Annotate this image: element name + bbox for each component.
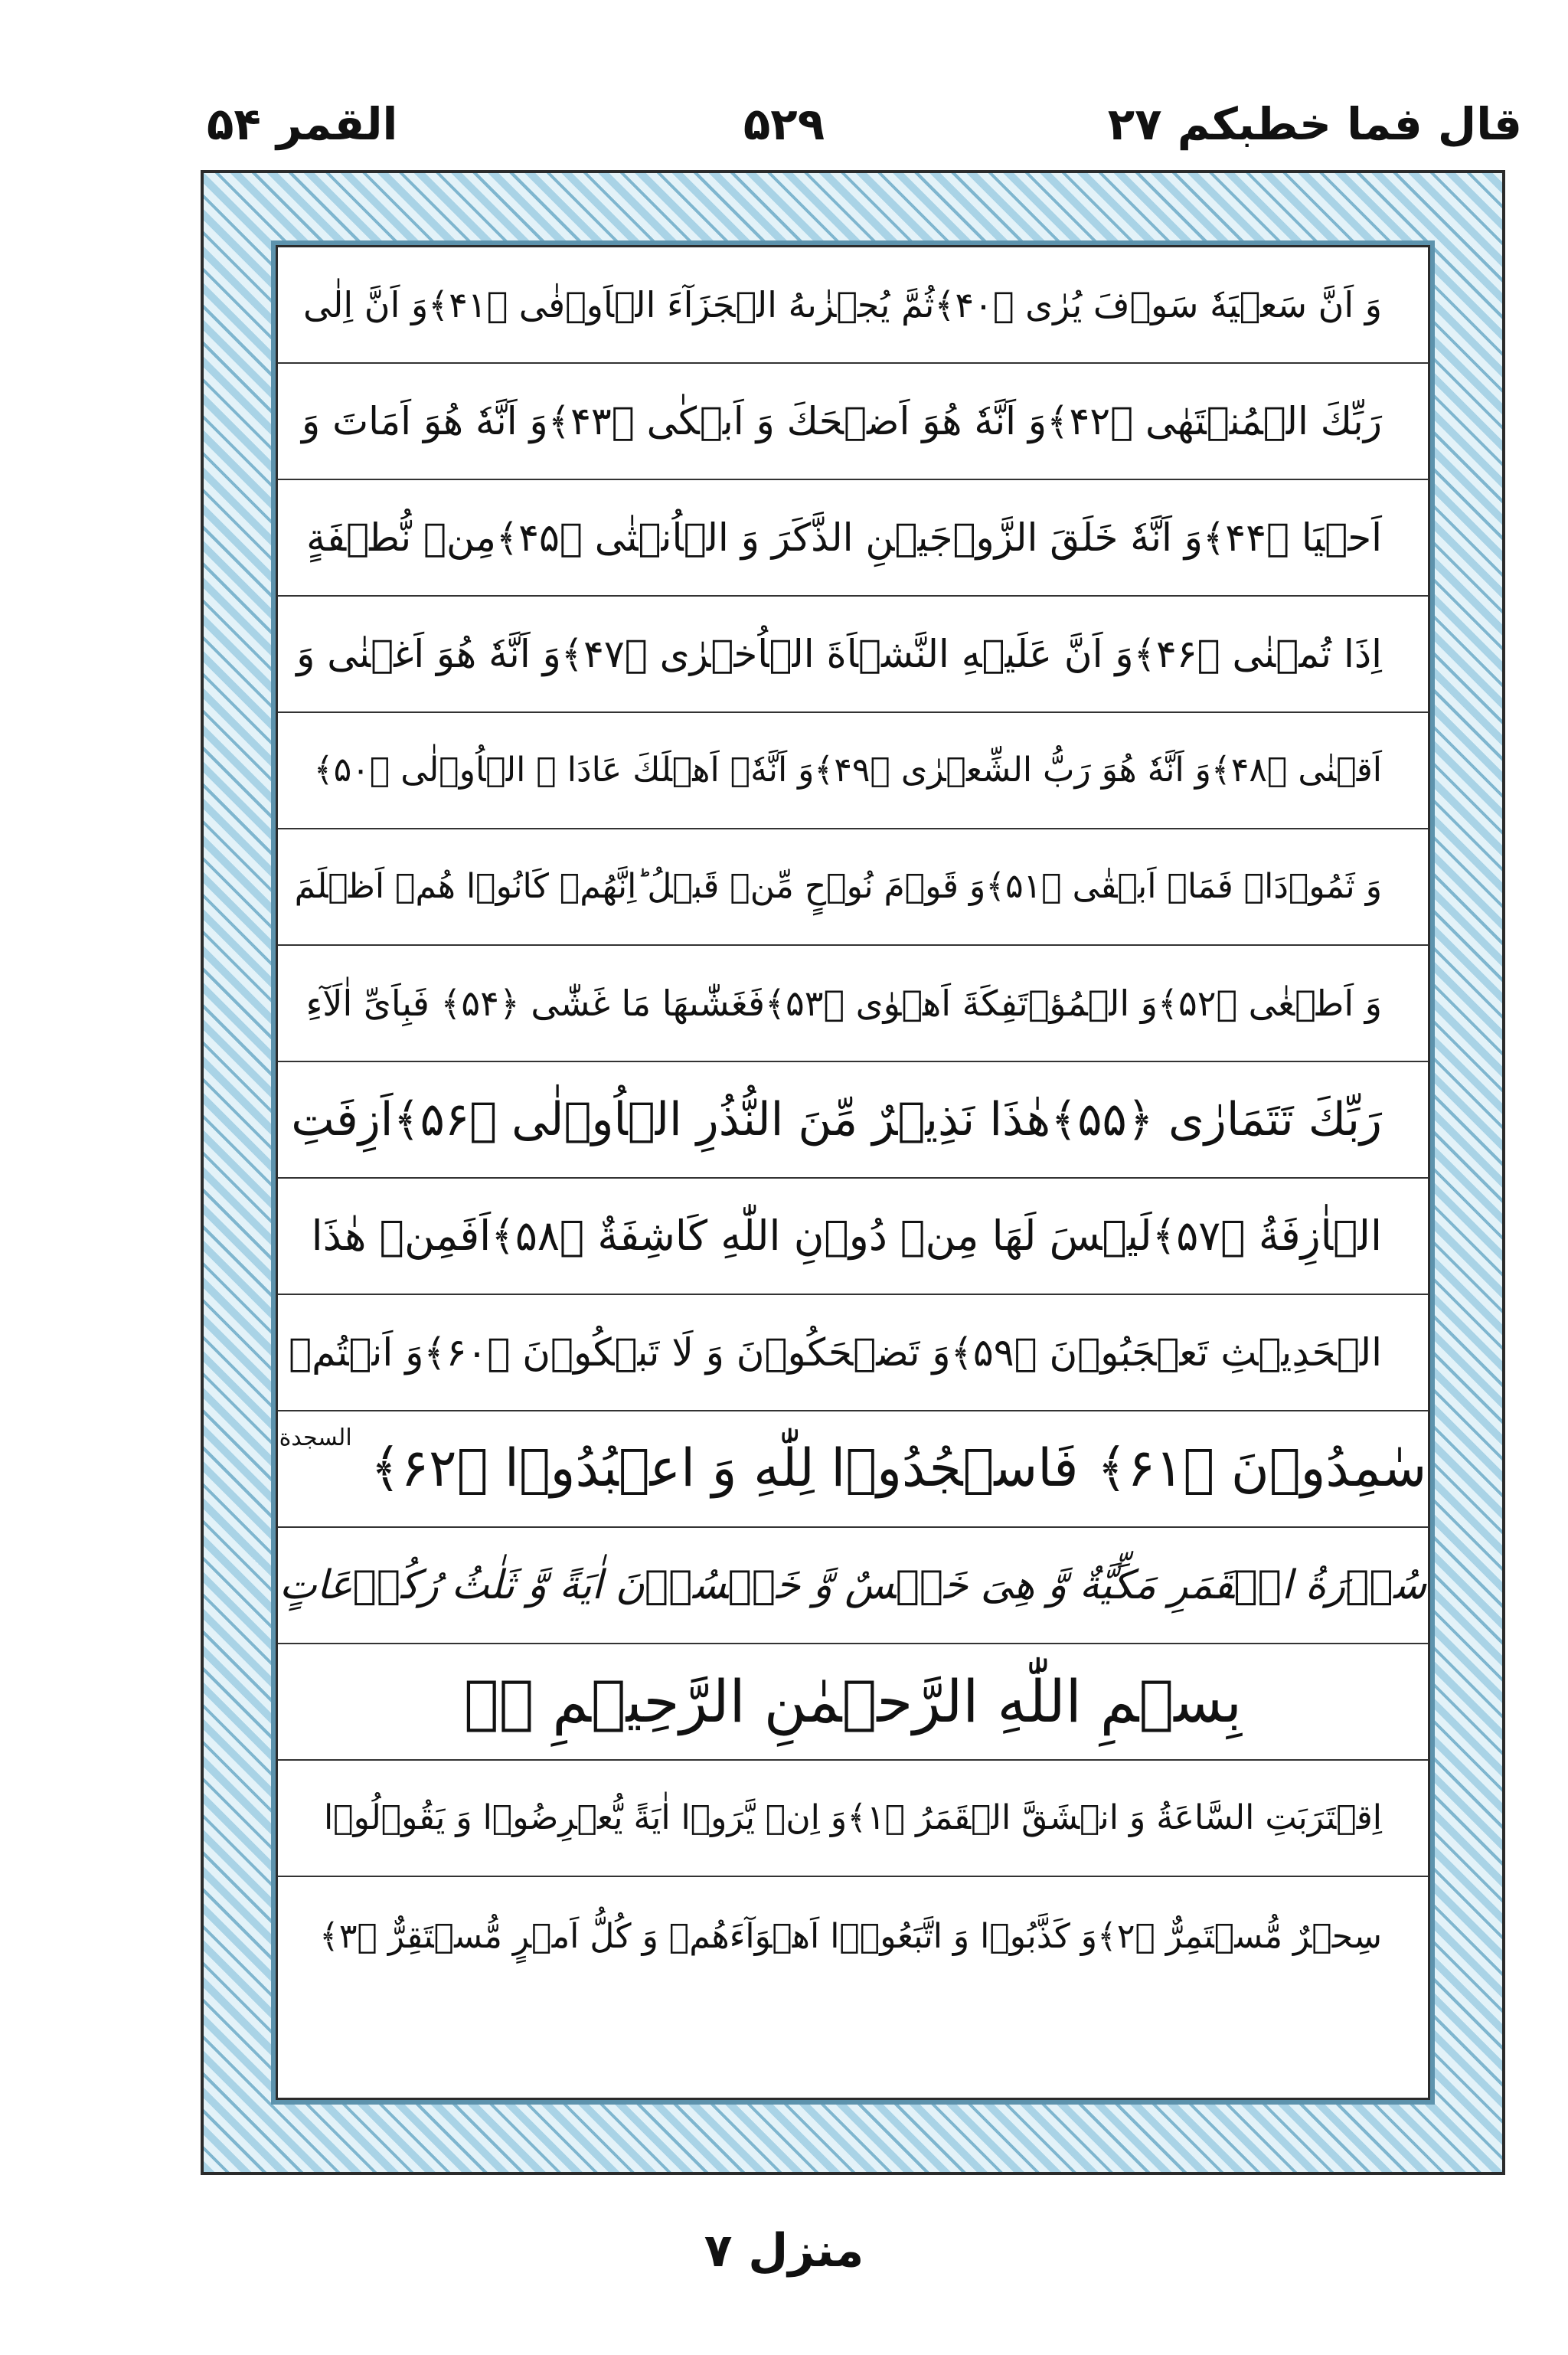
line-segment: وَ كَذَّبُوۡا وَ اتَّبَعُوۡۤا اَهۡوَآءَهُمۡ وَ كُلُّ اَمۡرٍ مُّسۡتَقِرٌّ ﴿۳﴾ xyxy=(319,1916,1098,1956)
text-line xyxy=(278,364,1428,480)
line-segment: سٰمِدُوۡنَ ﴿۶۱﴾ xyxy=(1096,1438,1427,1499)
text-line xyxy=(278,1179,1428,1295)
line-segment: الۡحَدِیۡثِ تَعۡجَبُوۡنَ ﴿۵۹﴾ xyxy=(950,1330,1382,1375)
line-segment: اِنَّهُمۡ كَانُوۡا هُمۡ اَظۡلَمَ xyxy=(294,867,637,906)
line-segment: سِحۡرٌ مُّسۡتَمِرٌّ ﴿۲﴾ xyxy=(1097,1916,1382,1956)
surah-title-text: سُوۡرَةُ الۡقَمَرِ مَكِّیَّةٌ وَّ هِیَ خَمۡسٌ وَّ خَمۡسُوۡنَ اٰیَةً وَّ ثَلٰثُ رُكُوۡعَاتٍ xyxy=(279,1562,1427,1608)
line-segment: اَحۡیَا ﴿۴۴﴾ xyxy=(1202,515,1382,560)
line-segment: اَزِفَتِ xyxy=(291,1093,394,1146)
line-segment: وَ قَوۡمَ نُوۡحٍ مِّنۡ قَبۡلُ ؕ xyxy=(636,867,986,906)
text-line xyxy=(278,247,1428,364)
line-segment: هٰذَا نَذِیۡرٌ مِّنَ النُّذُرِ الۡاُوۡلٰی ﴿۵۶﴾ xyxy=(393,1093,1051,1146)
line-segment: وَ اَنَّهٗ هُوَ اَغۡنٰی وَ xyxy=(296,632,561,676)
juz-label: قال فما خطبکم ۲۷ xyxy=(1107,98,1522,150)
line-segment: وَ تَضۡحَكُوۡنَ وَ لَا تَبۡكُوۡنَ ﴿۶۰﴾ xyxy=(423,1330,951,1375)
line-segment: اِذَا تُمۡنٰی ﴿۴۶﴾ xyxy=(1133,632,1382,676)
line-segment: وَ اَنَّ سَعۡیَهٗ سَوۡفَ یُرٰی ﴿۴۰﴾ xyxy=(934,284,1382,325)
text-line xyxy=(278,1062,1428,1179)
line-segment: وَ اَنَّهٗۤ اَهۡلَكَ عَادَا ۨ الۡاُوۡلٰی ﴿۵۰﴾ xyxy=(313,751,815,790)
line-segment: اَقۡنٰی ﴿۴۸﴾ xyxy=(1210,751,1382,790)
line-segment: فَاسۡجُدُوۡا لِلّٰهِ وَ اعۡبُدُوۡا ﴿۶۲﴾ xyxy=(370,1438,1079,1499)
line-segment: اَفَمِنۡ هٰذَا xyxy=(311,1212,492,1260)
text-panel xyxy=(276,245,1430,2100)
line-segment: وَ اَنَّهٗ هُوَ رَبُّ الشِّعۡرٰی ﴿۴۹﴾ xyxy=(814,751,1211,790)
text-line xyxy=(278,1411,1428,1528)
line-segment: وَ اَطۡغٰی ﴿۵۲﴾ xyxy=(1158,983,1382,1024)
line-segment: ثُمَّ یُجۡزٰىهُ الۡجَزَآءَ الۡاَوۡفٰی ﴿۴۱﴾ xyxy=(428,284,935,325)
line-segment: اِقۡتَرَبَتِ السَّاعَةُ وَ انۡشَقَّ الۡقَمَرُ ﴿۱﴾ xyxy=(847,1798,1382,1837)
line-segment: وَ اِنۡ یَّرَوۡا اٰیَةً یُّعۡرِضُوۡا وَ یَقُوۡلُوۡا xyxy=(324,1798,848,1837)
bismillah-text: بِسۡمِ اللّٰهِ الرَّحۡمٰنِ الرَّحِیۡمِ ﴿﴾ xyxy=(463,1667,1243,1735)
sajdah-mark: السجدة xyxy=(279,1424,352,1451)
line-segment: وَ اَنَّهٗ هُوَ اَمَاتَ وَ xyxy=(302,399,548,443)
text-line xyxy=(278,829,1428,946)
line-segment: مِنۡ نُّطۡفَةٍ xyxy=(306,515,496,560)
line-segment: الۡاٰزِفَةُ ﴿۵۷﴾ xyxy=(1152,1212,1382,1260)
text-line xyxy=(278,480,1428,597)
manzil-footer: منزل ۷ xyxy=(704,2224,864,2278)
line-segment: لَیۡسَ لَهَا مِنۡ دُوۡنِ اللّٰهِ كَاشِفَةٌ ﴿۵۸﴾ xyxy=(491,1212,1152,1260)
line-segment: رَبِّكَ الۡمُنۡتَهٰی ﴿۴۲﴾ xyxy=(1047,399,1382,443)
page-number: ۵۲۹ xyxy=(743,98,825,150)
decorative-border xyxy=(201,170,1505,2175)
line-segment: وَ الۡمُؤۡتَفِكَةَ اَهۡوٰی ﴿۵۳﴾ xyxy=(765,983,1158,1024)
text-line xyxy=(278,597,1428,713)
text-line xyxy=(278,1295,1428,1411)
bismillah xyxy=(278,1644,1428,1761)
line-segment: وَ اَنَّ اِلٰی xyxy=(303,284,429,325)
text-line xyxy=(278,1761,1428,1877)
surah-title xyxy=(278,1528,1428,1644)
text-line xyxy=(278,713,1428,829)
text-line xyxy=(278,946,1428,1062)
line-segment: وَ اَنۡتُمۡ xyxy=(289,1330,424,1375)
line-segment: وَ اَنَّهٗ هُوَ اَضۡحَكَ وَ اَبۡكٰی ﴿۴۳﴾ xyxy=(547,399,1047,443)
line-segment: رَبِّكَ تَتَمَارٰی ﴿۵۵﴾ xyxy=(1050,1093,1382,1146)
line-segment: وَ اَنَّ عَلَیۡهِ النَّشۡاَةَ الۡاُخۡرٰی ﴿۴۷﴾ xyxy=(560,632,1134,676)
line-segment: فَغَشّٰىهَا مَا غَشّٰی ﴿۵۴﴾ فَبِاَیِّ اٰلَآءِ xyxy=(305,983,766,1024)
surah-label: القمر ۵۴ xyxy=(207,98,398,150)
line-segment: وَ اَنَّهٗ خَلَقَ الزَّوۡجَیۡنِ الذَّكَرَ وَ الۡاُنۡثٰی ﴿۴۵﴾ xyxy=(495,515,1203,560)
text-line xyxy=(278,1877,1428,1996)
line-segment: وَ ثَمُوۡدَاۡ فَمَاۤ اَبۡقٰی ﴿۵۱﴾ xyxy=(985,867,1382,906)
